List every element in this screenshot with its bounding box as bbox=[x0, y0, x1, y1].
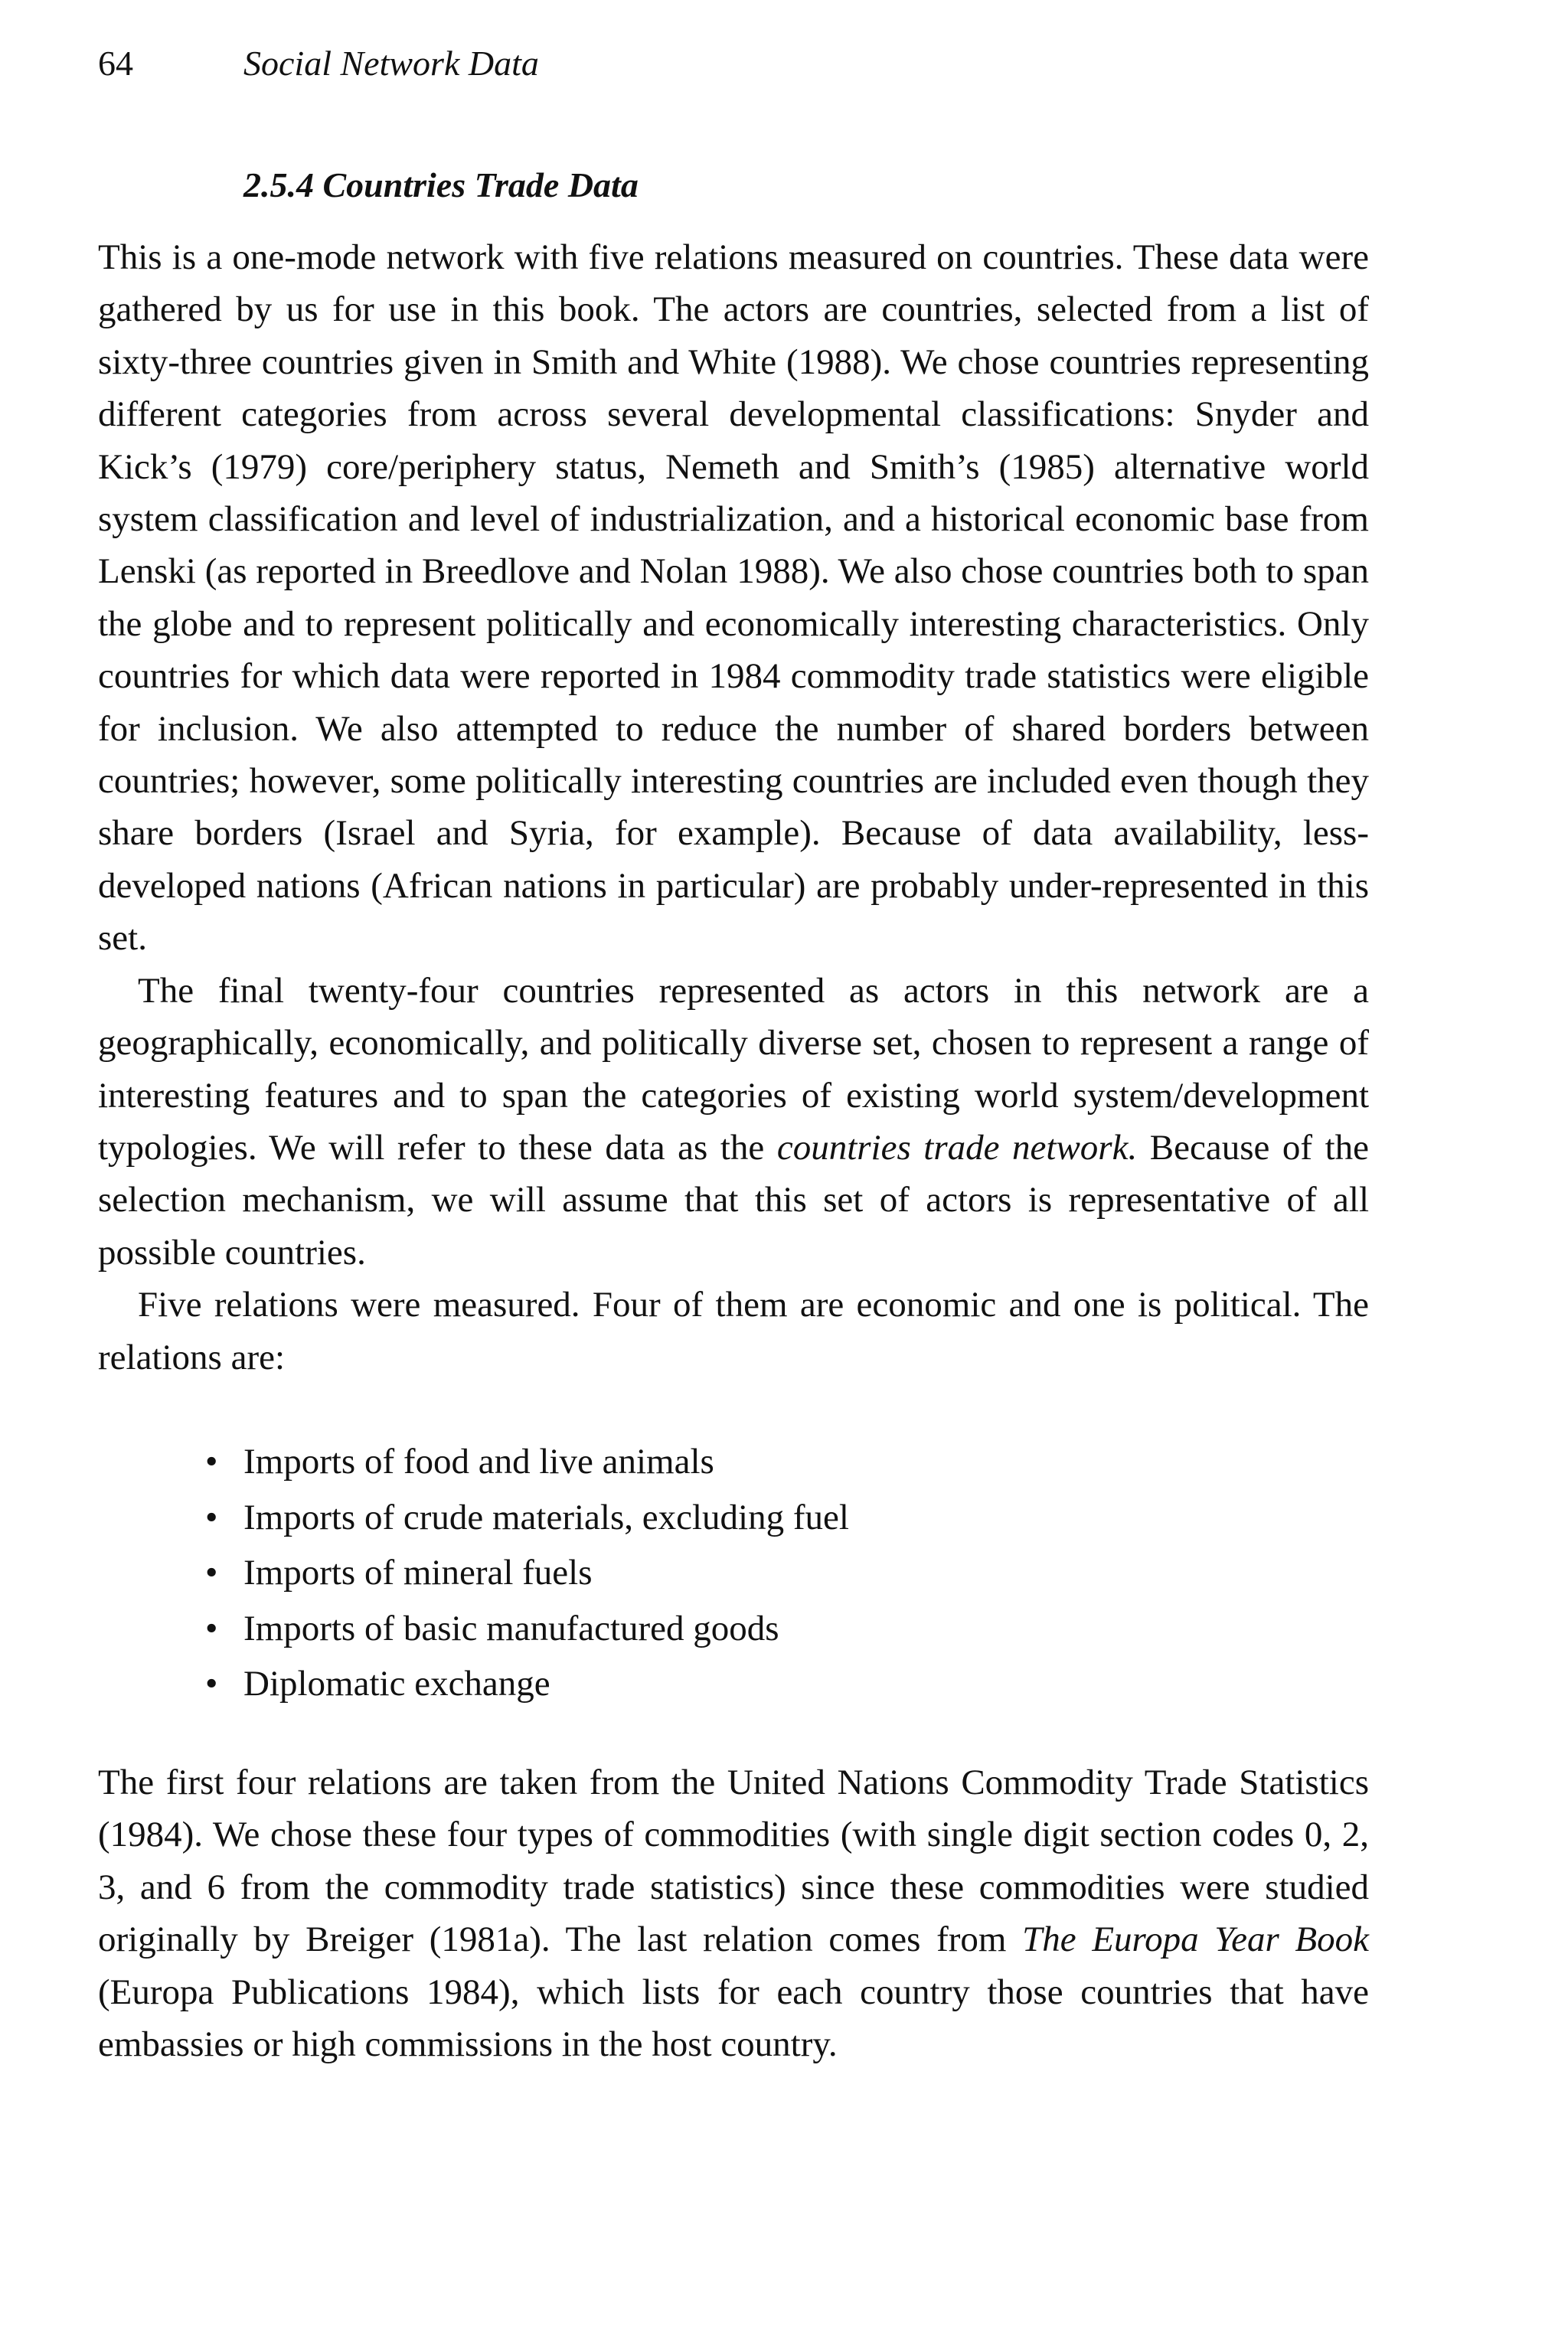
bullet-icon: • bbox=[205, 1441, 218, 1482]
paragraph-text: The final twenty-four countries represented as actors in this network are a geographically, economically, and politically diverse set, chosen to represent a range of interesting features and to span the categories of existing world system/development typologies. We will refer to these data as the bbox=[98, 970, 1369, 1168]
bullet-icon: • bbox=[205, 1664, 218, 1704]
list-item-text: Imports of basic manufactured goods bbox=[243, 1608, 779, 1648]
bullet-icon: • bbox=[205, 1608, 218, 1648]
book-title-citation: The Europa Year Book bbox=[1022, 1919, 1369, 1960]
emphasized-term: countries trade network. bbox=[776, 1127, 1138, 1168]
paragraph-text: (Europa Publications 1984), which lists for each country those countries that have embassies or high commissions in the host country. bbox=[98, 1972, 1369, 2064]
list-item bbox=[205, 1656, 1369, 1712]
running-head bbox=[98, 46, 1369, 92]
list-item-text: Imports of crude materials, excluding fuel bbox=[243, 1497, 849, 1537]
list-item bbox=[205, 1545, 1369, 1601]
relations-list bbox=[98, 1434, 1369, 1712]
bullet-icon: • bbox=[205, 1497, 218, 1537]
list-item bbox=[205, 1434, 1369, 1490]
paragraph-data-sources bbox=[98, 1756, 1369, 2070]
bullet-icon: • bbox=[205, 1553, 218, 1593]
paragraph-text: The first four relations are taken from the United Nations Commodity Trade Statistics (1984). We chose these four types of commodities (with single digit section codes 0, 2, 3, and 6 from the commodity trade statistics) since these commodities were studied originally by Breiger (1981a). The last relation comes from bbox=[98, 1762, 1369, 1960]
section-heading: 2.5.4 Countries Trade Data bbox=[243, 165, 639, 204]
page-number: 64 bbox=[98, 44, 133, 83]
list-item bbox=[205, 1601, 1369, 1657]
book-title: Social Network Data bbox=[243, 44, 539, 83]
list-item-text: Diplomatic exchange bbox=[243, 1664, 550, 1704]
paragraph-text: Because of the selection mechanism, we will assume that this set of actors is representative of all possible countries. bbox=[98, 1127, 1369, 1273]
list-item-text: Imports of mineral fuels bbox=[243, 1553, 593, 1593]
list-item-text: Imports of food and live animals bbox=[243, 1441, 714, 1482]
paragraph-relations-intro: Five relations were measured. Four of them are economic and one is political. The relations are: bbox=[98, 1285, 1369, 1377]
paragraph-final-countries bbox=[98, 965, 1369, 1279]
paragraph-selection-method: This is a one-mode network with five relations measured on countries. These data were gathered by us for use in this book. The actors are countries, selected from a list of sixty-three countries given in Smith and White (1988). We chose countries representing different categories from across several developmental classifications: Snyder and Kick’s (1979) core/periphery status, Nemeth and Smith’s (1985) alternative world system classification and level of industrialization, and a historical economic base from Lenski (as reported in Breedlove and Nolan 1988). We also chose countries both to span the globe and to represent politically and economically interesting characteristics. Only countries for which data were reported in 1984 commodity trade statistics were eligible for inclusion. We also attempted to reduce the number of shared borders between countries; however, some politically interesting countries are included even though they share borders (Israel and Syria, for example). Because of data availability, less-developed nations (African nations in particular) are probably under-represented in this set. bbox=[98, 237, 1369, 959]
book-page bbox=[98, 46, 1369, 2070]
list-item bbox=[205, 1490, 1369, 1546]
